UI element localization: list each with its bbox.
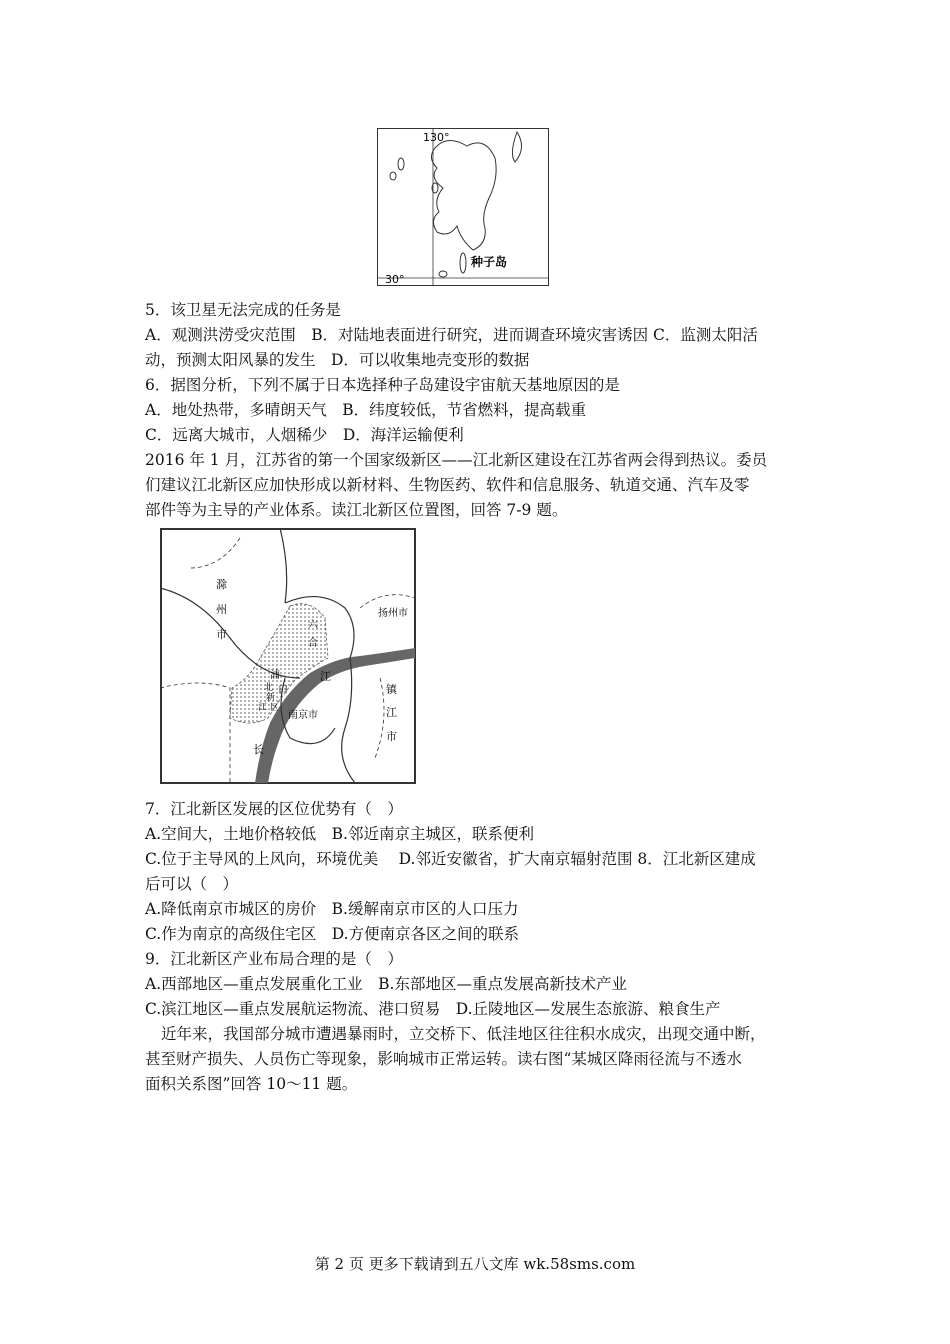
text-line: A．地处热带，多晴朗天气 B．纬度较低，节省燃料，提高载重 bbox=[145, 401, 587, 419]
lat-label: 30° bbox=[385, 273, 405, 286]
text-line: A.西部地区—重点发展重化工业 B.东部地区—重点发展高新技术产业 bbox=[145, 975, 627, 993]
zhenjiang-label-1: 镇 bbox=[386, 683, 397, 696]
pukou-label-1: 浦 bbox=[270, 670, 280, 681]
text-line: 动，预测太阳风暴的发生 D．可以收集地壳变形的数据 bbox=[145, 351, 530, 369]
text-line: C.位于主导风的上风向，环境优美 D.邻近安徽省，扩大南京辐射范围 8．江北新区建成 bbox=[145, 850, 756, 868]
map-japan-tanegashima bbox=[377, 128, 549, 286]
chuzhou-label-2: 州 bbox=[216, 603, 227, 616]
text-line: 近年来，我国部分城市遭遇暴雨时，立交桥下、低洼地区往往积水成灾，出现交通中断， bbox=[161, 1025, 766, 1043]
text-line: 面积关系图”回答 10～11 题。 bbox=[145, 1075, 358, 1093]
zhenjiang-label-2: 江 bbox=[386, 706, 397, 719]
text-line: 9．江北新区产业布局合理的是（ ） bbox=[145, 950, 403, 968]
nanjing-label: 南京市 bbox=[288, 710, 318, 721]
jiangbei-label-4: 区 bbox=[270, 703, 280, 713]
text-line: 后可以（ ） bbox=[145, 875, 239, 893]
pukou-label-2: 口 bbox=[278, 685, 288, 696]
liuhe-label-2: 合 bbox=[308, 638, 318, 649]
river-label-top: 江 bbox=[320, 670, 331, 683]
text-line: A.降低南京市城区的房价 B.缓解南京市区的人口压力 bbox=[145, 900, 519, 918]
questions-7-11 bbox=[145, 797, 825, 1097]
river-label-bottom: 长 bbox=[253, 743, 264, 756]
text-line: A．观测洪涝受灾范围 B．对陆地表面进行研究，进而调查环境灾害诱因 C．监测太阳活 bbox=[145, 326, 758, 344]
liuhe-label-1: 六 bbox=[308, 620, 318, 631]
page-footer: 第 2 页 更多下载请到五八文库 wk.58sms.com bbox=[314, 1255, 636, 1273]
text-line: 2016 年 1 月，江苏省的第一个国家级新区——江北新区建设在江苏省两会得到热议。委员 bbox=[145, 451, 768, 469]
text-line: C.作为南京的高级住宅区 D.方便南京各区之间的联系 bbox=[145, 925, 520, 943]
map-jiangbei-new-area bbox=[160, 528, 416, 784]
text-line: 甚至财产损失、人员伤亡等现象，影响城市正常运转。读右图“某城区降雨径流与不透水 bbox=[145, 1050, 742, 1068]
text-line: 部件等为主导的产业体系。读江北新区位置图，回答 7-9 题。 bbox=[145, 501, 568, 519]
text-line: C.滨江地区—重点发展航运物流、港口贸易 D.丘陵地区—发展生态旅游、粮食生产 bbox=[145, 1000, 721, 1018]
text-line: 7．江北新区发展的区位优势有（ ） bbox=[145, 800, 403, 818]
jiangbei-label-3: 新 bbox=[266, 693, 276, 703]
questions-5-6 bbox=[145, 298, 825, 523]
text-line: 6．据图分析，下列不属于日本选择种子岛建设宇宙航天基地原因的是 bbox=[145, 376, 620, 394]
yangzhou-label: 扬州市 bbox=[378, 608, 408, 619]
jiangbei-label-1: 江 bbox=[258, 703, 268, 713]
island-label: 种子岛 bbox=[471, 255, 508, 269]
text-line: C．远离大城市，人烟稀少 D．海洋运输便利 bbox=[145, 426, 464, 444]
chuzhou-label-3: 市 bbox=[216, 628, 227, 641]
jiangbei-label-2: 北 bbox=[264, 683, 274, 693]
text-line: 5．该卫星无法完成的任务是 bbox=[145, 301, 341, 319]
chuzhou-label-1: 滁 bbox=[216, 578, 227, 591]
zhenjiang-label-3: 市 bbox=[386, 730, 397, 743]
text-line: 们建议江北新区应加快形成以新材料、生物医药、软件和信息服务、轨道交通、汽车及零 bbox=[145, 476, 750, 494]
text-line: A.空间大，土地价格较低 B.邻近南京主城区，联系便利 bbox=[145, 825, 534, 843]
lon-label: 130° bbox=[423, 131, 450, 144]
